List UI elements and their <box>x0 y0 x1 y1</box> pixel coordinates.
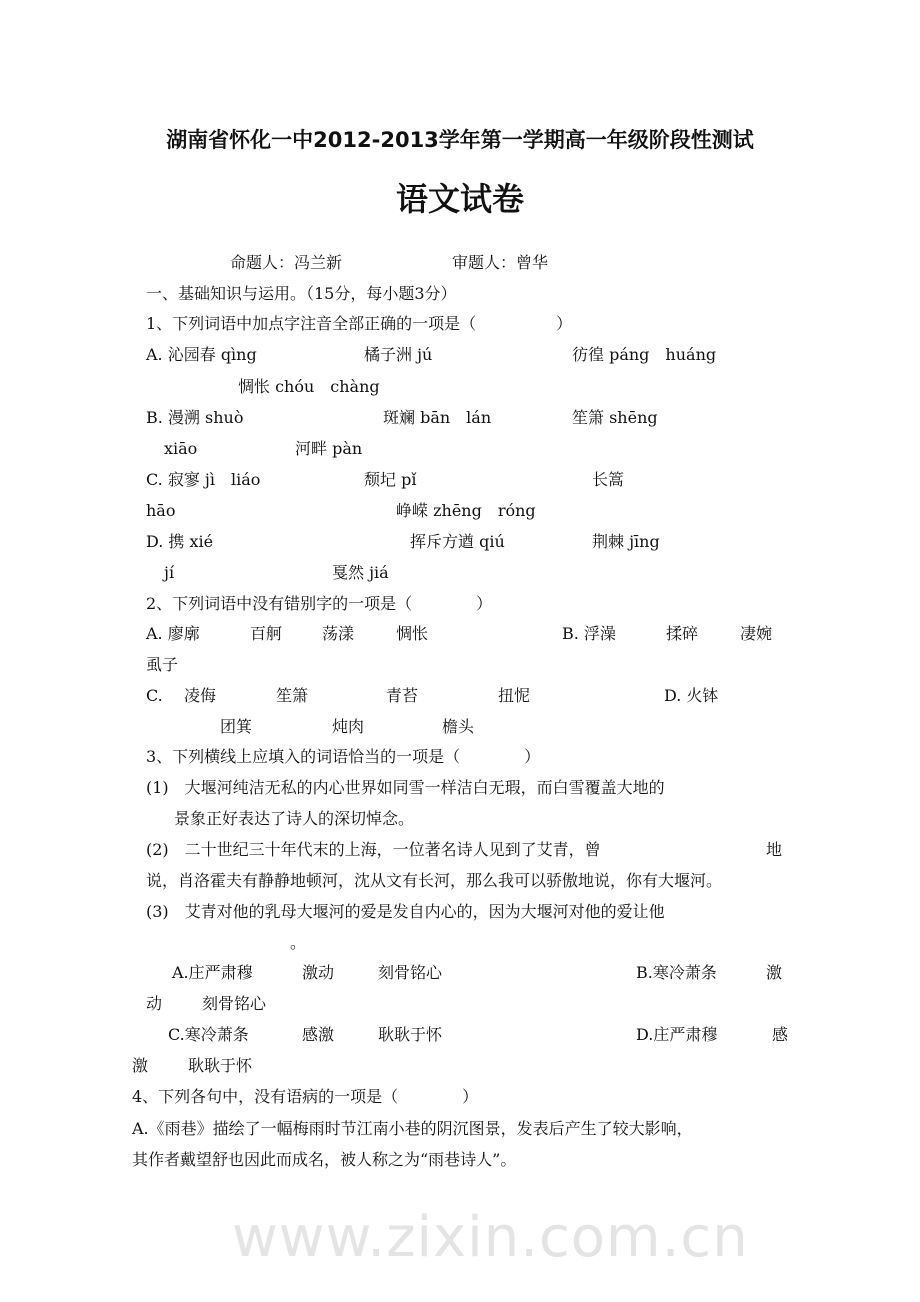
option-text: 颓圮 pǐ <box>364 470 417 489</box>
option-text: 笙箫 shēng <box>572 408 658 427</box>
option-d: D. 火钵 <box>664 686 719 705</box>
sentence-text: 。 <box>290 933 307 952</box>
option-text: 虱子 <box>146 655 179 674</box>
option-text: 炖肉 <box>332 717 365 736</box>
option-text: hāo <box>146 501 176 520</box>
sentence-2: (2) 二十世纪三十年代末的上海，一位著名诗人见到了艾青，曾 <box>146 840 601 859</box>
option-text: xiāo <box>164 439 198 458</box>
option-text: 耿耿于怀 <box>188 1056 253 1075</box>
option-d: D.庄严肃穆 <box>636 1025 718 1044</box>
option-text: 荆棘 jīng <box>592 532 660 551</box>
author: 命题人：冯兰新 <box>230 253 343 272</box>
question-stem: 3、下列横线上应填入的词语恰当的一项是（ ） <box>146 747 541 766</box>
option-text: 揉碎 <box>666 624 699 643</box>
option-text: 檐头 <box>442 717 475 736</box>
exam-subtitle: 语文试卷 <box>395 180 524 218</box>
option-c: C. 寂寥 jì liáo <box>146 470 261 489</box>
watermark: www.zixin.com.cn <box>232 1205 749 1270</box>
option-text: 戛然 jiá <box>332 563 389 582</box>
option-text: 激 <box>132 1056 149 1075</box>
sentence-text: 景象正好表达了诗人的深切悼念。 <box>174 809 415 828</box>
option-text: 惆怅 <box>396 624 429 643</box>
option-text: 刻骨铭心 <box>202 994 267 1013</box>
sentence-1: (1) 大堰河纯洁无私的内心世界如同雪一样洁白无瑕，而白雪覆盖大地的 <box>146 778 665 797</box>
option-text: 挥斥方遒 qiú <box>410 532 505 551</box>
option-text: 橘子洲 jú <box>364 345 433 364</box>
option-a: A.《雨巷》描绘了一幅梅雨时节江南小巷的阴沉图景，发表后产生了较大影响， <box>132 1119 693 1138</box>
option-text: 惆怅 chóu chàng <box>238 377 380 396</box>
question-stem: 1、下列词语中加点字注音全部正确的一项是（ ） <box>146 314 573 333</box>
option-text: 笙箫 <box>276 686 309 705</box>
option-text: 耿耿于怀 <box>378 1025 443 1044</box>
option-text: 河畔 pàn <box>295 439 363 458</box>
option-text: 感激 <box>302 1025 335 1044</box>
option-text: 团箕 <box>220 717 253 736</box>
option-text: 凄婉 <box>740 624 773 643</box>
sentence-text: 说，肖洛霍夫有静静地顿河，沈从文有长河，那么我可以骄傲地说，你有大堰河。 <box>146 871 723 890</box>
reviewer: 审题人：曾华 <box>452 253 549 272</box>
section-heading: 一、基础知识与运用。（15分，每小题3分） <box>146 284 457 303</box>
option-text: 动 <box>146 994 163 1013</box>
option-b: B. 漫溯 shuò <box>146 408 244 427</box>
option-text: 青苔 <box>386 686 419 705</box>
question-stem: 2、下列词语中没有错别字的一项是（ ） <box>146 594 493 613</box>
option-text: 凌侮 <box>184 686 217 705</box>
option-c: C. <box>146 686 163 705</box>
option-text: 荡漾 <box>322 624 355 643</box>
option-text: 其作者戴望舒也因此而成名，被人称之为“雨巷诗人”。 <box>132 1150 517 1169</box>
exam-title: 湖南省怀化一中2012-2013学年第一学期高一年级阶段性测试 <box>166 128 754 152</box>
option-c: C.寒冷萧条 <box>168 1025 249 1044</box>
question-stem: 4、下列各句中，没有语病的一项是（ ） <box>132 1087 479 1106</box>
option-a: A. 沁园春 qìng <box>146 345 257 364</box>
option-text: 长篙 <box>592 470 625 489</box>
sentence-text: 地 <box>766 840 783 859</box>
option-text: 扭怩 <box>498 686 531 705</box>
option-text: 激动 <box>302 963 335 982</box>
option-text: 百舸 <box>250 624 283 643</box>
option-b: B.寒冷萧条 <box>636 963 717 982</box>
option-text: 刻骨铭心 <box>378 963 443 982</box>
option-text: 激 <box>766 963 783 982</box>
option-b: B. 浮澡 <box>562 624 616 643</box>
option-d: D. 携 xié <box>146 532 214 551</box>
option-text: jí <box>164 563 175 582</box>
option-text: 斑斓 bān lán <box>383 408 492 427</box>
option-text: 感 <box>772 1025 789 1044</box>
option-a: A. 廖廓 <box>146 624 200 643</box>
option-text: 峥嵘 zhēng róng <box>396 501 536 520</box>
option-text: 彷徨 páng huáng <box>572 345 717 364</box>
option-a: A.庄严肃穆 <box>172 963 253 982</box>
sentence-3: (3) 艾青对他的乳母大堰河的爱是发自内心的，因为大堰河对他的爱让他 <box>146 902 665 921</box>
